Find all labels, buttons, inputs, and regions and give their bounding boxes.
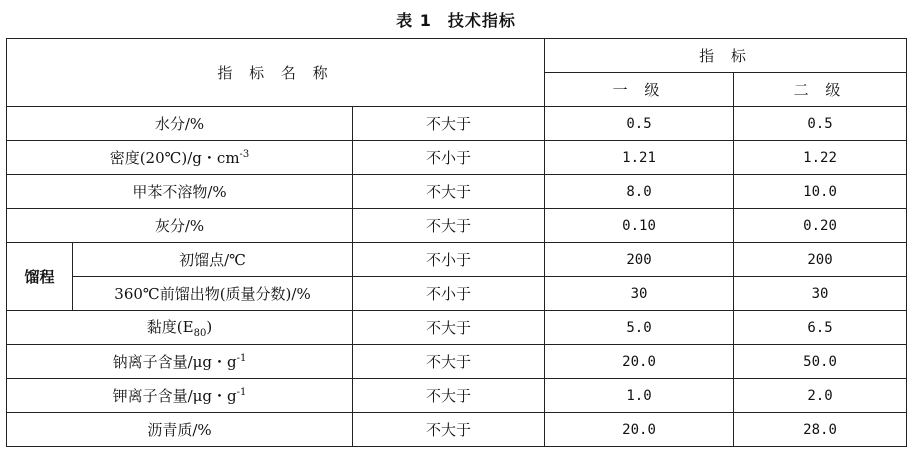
row-cond-cell: 不大于 [353,345,545,379]
row-grade2-cell: 0.20 [734,209,907,243]
row-name-text: 钠离子含量/μg・g [112,353,237,371]
row-cond-cell: 不小于 [353,243,545,277]
row-name-cell [7,311,353,345]
row-cond-cell: 不大于 [353,107,545,141]
table-caption: 技术指标 [447,11,516,30]
table-row [7,243,907,277]
row-grade2-cell: 28.0 [734,413,907,447]
row-name-sup: -1 [236,353,247,364]
row-name-cell [7,141,353,175]
row-grade1-cell: 20.0 [545,345,734,379]
table-number: 表 1 [396,11,432,30]
header-row-1 [7,39,907,73]
header-index-cell: 指 标 [545,39,907,73]
row-name-sup: -3 [239,149,250,160]
table-row [7,175,907,209]
header-grade2-cell: 二 级 [734,73,907,107]
row-grade2-cell: 0.5 [734,107,907,141]
row-name-cell: 360℃前馏出物(质量分数)/% [73,277,353,311]
spec-table [6,38,907,447]
group-label-cell: 馏程 [7,243,73,311]
row-grade1-cell: 0.5 [545,107,734,141]
row-name-cell: 初馏点/℃ [73,243,353,277]
row-cond-cell: 不大于 [353,175,545,209]
row-cond-cell: 不小于 [353,277,545,311]
row-name-sub: 80 [193,328,207,339]
row-name-cell: 沥青质/% [7,413,353,447]
row-cond-cell: 不大于 [353,379,545,413]
row-grade1-cell: 8.0 [545,175,734,209]
row-cond-cell: 不大于 [353,311,545,345]
table-row [7,141,907,175]
header-grade1-cell: 一 级 [545,73,734,107]
row-name-text: 密度(20℃)/g・cm [109,149,240,167]
table-title [0,8,912,31]
table-row [7,345,907,379]
table-row [7,311,907,345]
row-cond-cell: 不小于 [353,141,545,175]
row-grade1-cell: 20.0 [545,413,734,447]
table-row [7,107,907,141]
row-grade1-cell: 30 [545,277,734,311]
row-grade2-cell: 2.0 [734,379,907,413]
row-name-text: 黏度(E [146,318,194,336]
row-grade2-cell: 6.5 [734,311,907,345]
table-row [7,413,907,447]
header-name-cell: 指 标 名 称 [7,39,545,107]
row-grade2-cell: 10.0 [734,175,907,209]
row-name-cell: 灰分/% [7,209,353,243]
table-row [7,209,907,243]
row-name-cell: 甲苯不溶物/% [7,175,353,209]
row-name-text: 钾离子含量/μg・g [112,387,237,405]
row-grade1-cell: 1.21 [545,141,734,175]
row-grade2-cell: 50.0 [734,345,907,379]
row-cond-cell: 不大于 [353,413,545,447]
row-name-cell: 水分/% [7,107,353,141]
row-grade1-cell: 1.0 [545,379,734,413]
row-grade2-cell: 30 [734,277,907,311]
row-grade2-cell: 1.22 [734,141,907,175]
row-grade2-cell: 200 [734,243,907,277]
row-cond-cell: 不大于 [353,209,545,243]
table-row [7,277,907,311]
table-row [7,379,907,413]
row-grade1-cell: 200 [545,243,734,277]
row-name-cell [7,345,353,379]
row-name-tail: ) [206,318,213,336]
row-grade1-cell: 5.0 [545,311,734,345]
row-name-sup: -1 [236,387,247,398]
row-grade1-cell: 0.10 [545,209,734,243]
row-name-cell [7,379,353,413]
